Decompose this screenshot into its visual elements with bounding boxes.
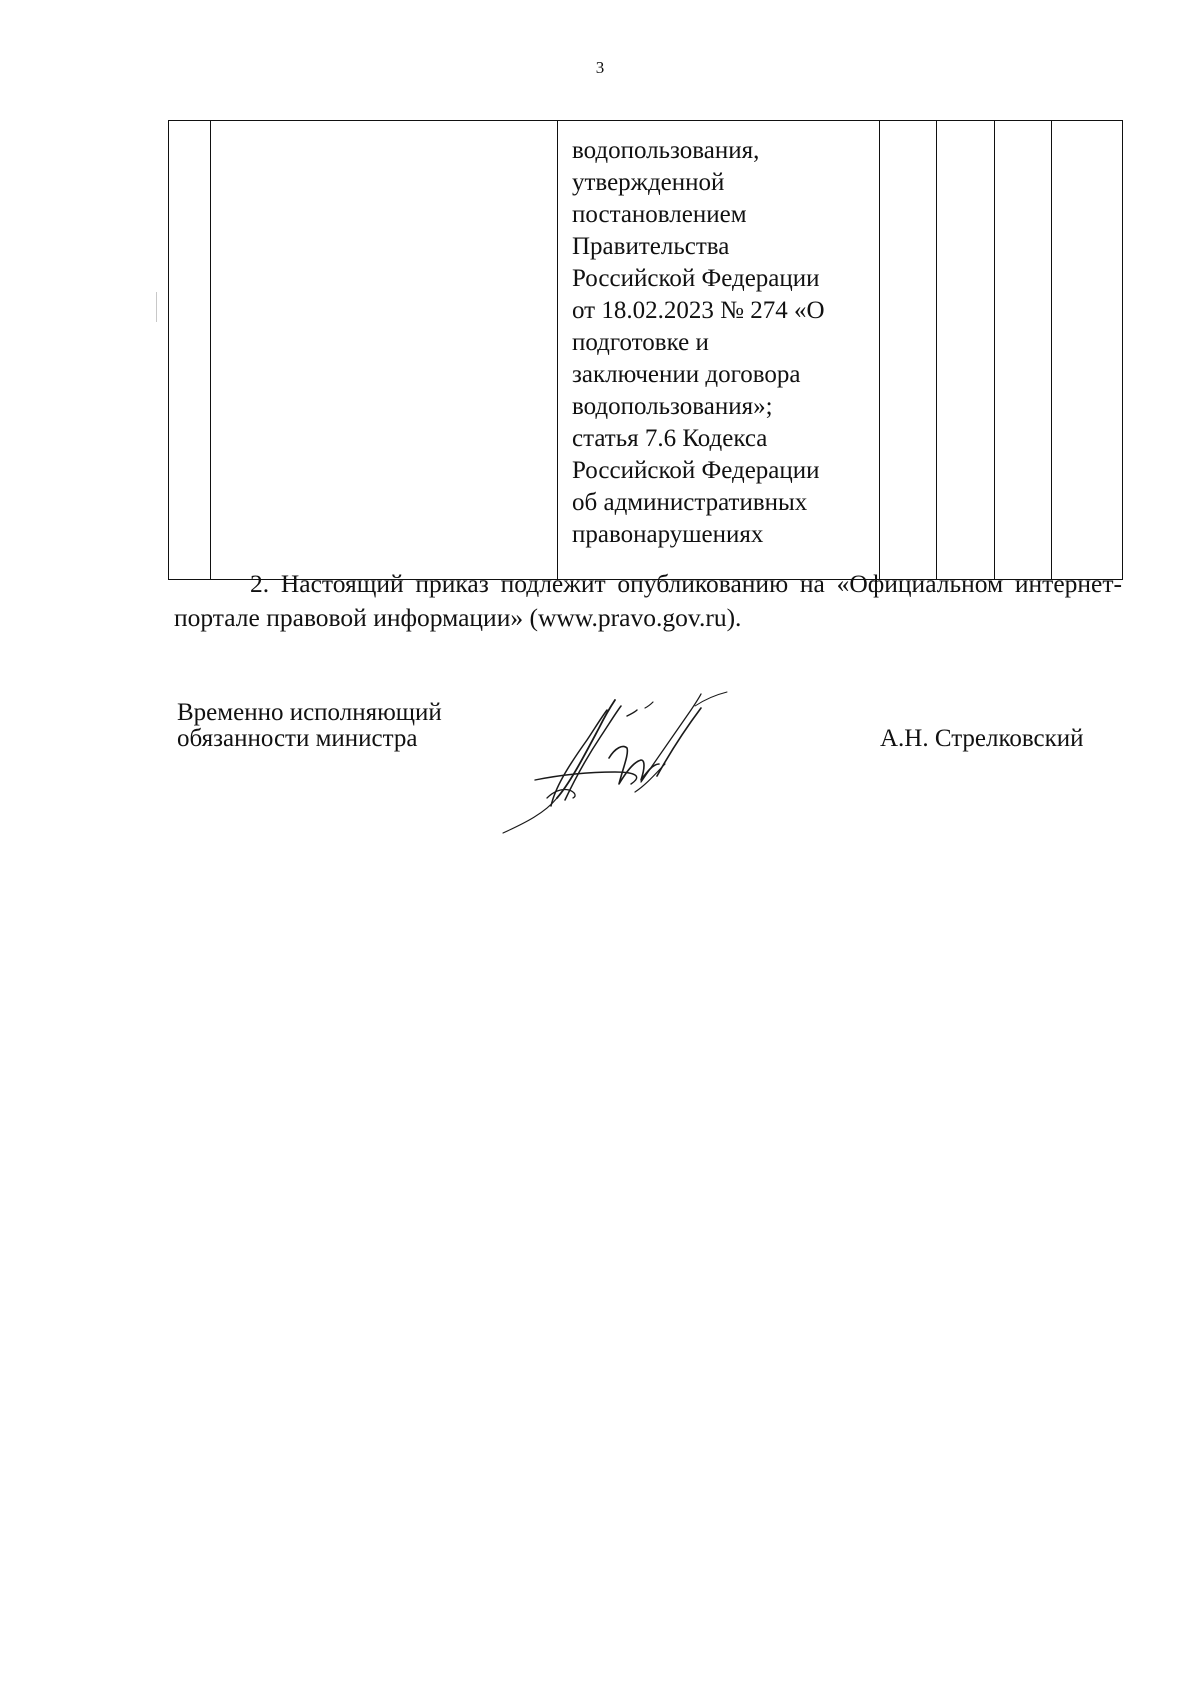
table-cell-empty: [937, 121, 995, 580]
signer-position-line1: Временно исполняющий: [177, 699, 442, 726]
page-number: 3: [595, 58, 605, 77]
cell-text-line: заключении договора: [572, 361, 801, 388]
cell-text-line: подготовке и: [572, 329, 709, 356]
table-cell-number: [169, 121, 211, 580]
cell-text-line: Российской Федерации: [572, 457, 820, 484]
cell-text-line: водопользования,: [572, 137, 760, 164]
publication-paragraph: 2. Настоящий приказ подлежит опубликованию на «Официальном интернет-портале правовой информации» (www.pravo.gov.ru).: [174, 569, 1122, 632]
table-cell-empty: [1052, 121, 1123, 580]
table-cell-legal-basis: [558, 121, 880, 580]
cell-text-line: водопользования»;: [572, 393, 773, 420]
table-cell-empty: [995, 121, 1052, 580]
table-cell-name: [211, 121, 558, 580]
handwritten-signature: [495, 688, 775, 838]
scan-artifact-mark: [156, 292, 157, 322]
cell-text-line: утвержденной: [572, 169, 725, 196]
cell-text-line: от 18.02.2023 № 274 «О: [572, 297, 825, 324]
cell-text-line: Российской Федерации: [572, 265, 820, 292]
cell-text-line: Правительства: [572, 233, 730, 260]
table-fragment: [168, 120, 1123, 580]
cell-text-line: постановлением: [572, 201, 747, 228]
cell-text-line: статья 7.6 Кодекса: [572, 425, 768, 452]
table-row: [169, 121, 1123, 580]
table-cell-empty: [880, 121, 937, 580]
signer-position-line2: обязанности министра: [177, 725, 418, 752]
cell-text-line: об административных: [572, 489, 808, 516]
cell-text-line: правонарушениях: [572, 521, 764, 548]
signer-name: А.Н. Стрелковский: [880, 725, 1084, 752]
